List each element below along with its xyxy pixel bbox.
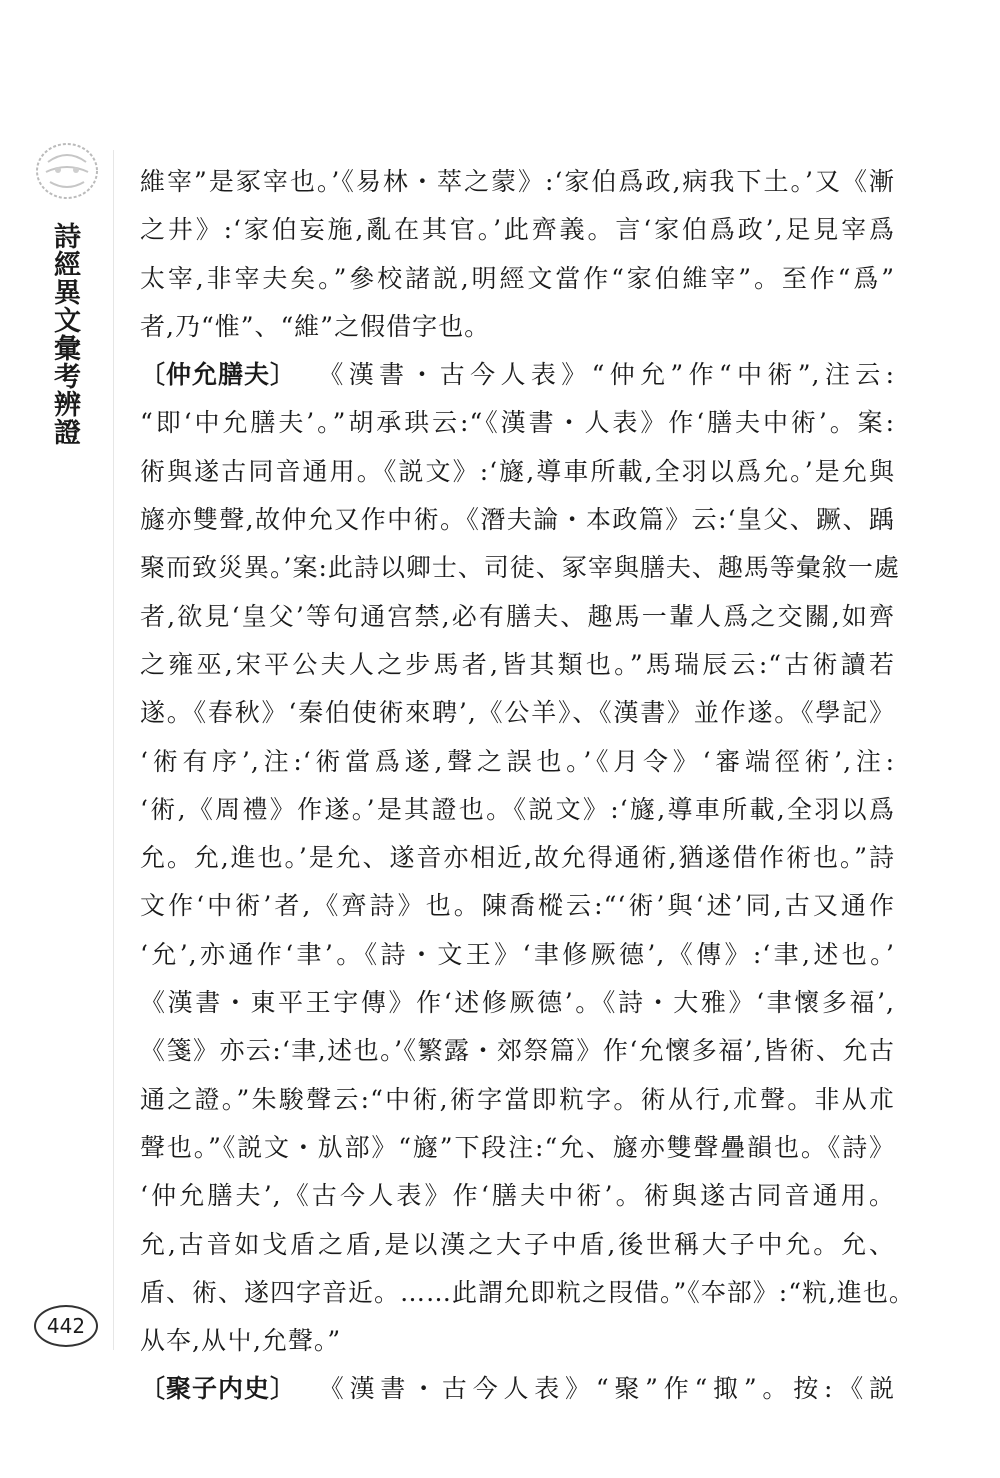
text-line: 《漢書・東平王宇傳》作‘述修厥德’。《詩・大雅》‘聿懷多福’, [140,988,895,1018]
text-line: 旞亦雙聲,故仲允又作中術。《潛夫論・本政篇》云:‘皇父、蹶、踽 [140,505,895,535]
text-line: ‘允’,亦通作‘聿’。《詩・文王》‘聿修厥德’,《傳》:‘聿,述也。’ [140,939,895,969]
text-line: 《箋》亦云:‘聿,述也。’《繁露・郊祭篇》作‘允懷多福’,皆術、允古 [140,1036,895,1066]
text-line: 《漢書・古今人表》“仲允”作“中術”,注云: [314,360,895,390]
text-line: 者,乃“惟”、“維”之假借字也。 [140,311,491,341]
text-line: 允,古音如戈盾之盾,是以漢之大子中盾,後世稱大子中允。允、 [140,1229,895,1259]
body-text [140,158,915,1414]
text-line: 之井》:‘家伯妄施,亂在其官。’此齊義。言‘家伯爲政’,足見宰爲 [140,215,895,245]
text-line: 从夲,从屮,允聲。” [140,1326,342,1356]
entry-heading-line [140,1365,895,1413]
text-line: 之雍巫,宋平公夫人之步馬者,皆其類也。”馬瑞辰云:“古術讀若 [140,649,895,679]
text-line: “即‘中允膳夫’。”胡承珙云:“《漢書・人表》作‘膳夫中術’。案: [140,408,895,438]
entry-heading-line [140,351,895,399]
page-number: 442 [34,1305,98,1347]
text-line: 允。允,進也。’是允、遂音亦相近,故允得通術,猶遂借作術也。”詩 [140,843,895,873]
entry-heading: 〔仲允膳夫〕 [140,360,297,390]
text-line: ‘術,《周禮》作遂。’是其證也。《説文》:‘旞,導車所載,全羽以爲 [140,794,895,824]
text-line: 盾、術、遂四字音近。……此謂允即粇之叚借。”《夲部》:“粇,進也。 [140,1277,915,1307]
gutter-line [113,150,114,1350]
text-line: 通之證。”朱駿聲云:“中術,術字當即粇字。術从行,朮聲。非从朮 [140,1084,895,1114]
text-line: 聲也。”《説文・㫃部》“旞”下段注:“允、旞亦雙聲疊韻也。《詩》 [140,1132,895,1162]
text-line: 術與遂古同音通用。《説文》:‘旞,導車所載,全羽以爲允。’是允與 [140,456,895,486]
text-line: 聚而致災異。’案:此詩以卿士、司徒、冢宰與膳夫、趣馬等彙敘一處 [140,553,900,583]
text-line: 者,欲見‘皇父’等句通宫禁,必有膳夫、趣馬一輩人爲之交關,如齊 [140,601,895,631]
entry-heading: 〔聚子内史〕 [140,1374,297,1404]
text-line: 文作‘中術’者,《齊詩》也。陳喬樅云:“‘術’與‘述’同,古又通作 [140,891,895,921]
text-line: 遂。《春秋》‘秦伯使術來聘’,《公羊》、《漢書》並作遂。《學記》 [140,698,895,728]
text-line: ‘術有序’,注:‘術當爲遂,聲之誤也。’《月令》‘審端徑術’,注: [140,746,895,776]
seal-stamp [34,140,100,202]
text-line: 維宰”是冢宰也。’《易林・萃之蒙》:‘家伯爲政,病我下土。’又《漸 [140,167,895,196]
text-line: 太宰,非宰夫矣。”參校諸説,明經文當作“家伯維宰”。至作“爲” [140,263,895,293]
text-line: 《漢書・古今人表》“聚”作“掫”。按:《説 [314,1374,895,1404]
text-line: ‘仲允膳夫’,《古今人表》作‘膳夫中術’。術與遂古同音通用。 [140,1181,895,1211]
running-title: 詩經異文彙考辨證 [49,222,80,446]
